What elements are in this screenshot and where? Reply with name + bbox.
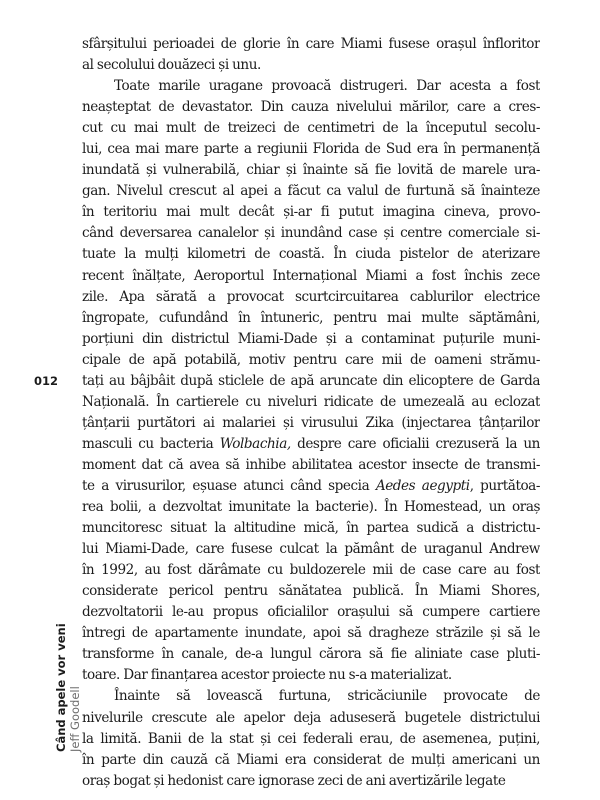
text-run: masculi cu bacteria (82, 435, 220, 452)
text-line (82, 160, 540, 181)
text-line (82, 729, 540, 750)
text-run: rea bolii, a dezvoltat imunitate la bacterie). În Homestead, un oraș (82, 499, 540, 516)
italic-term: Aedes aegypti (375, 477, 470, 494)
text-run: zile. Apa sărată a provocat scurtcircuitarea cablurilor electrice (82, 288, 540, 305)
text-line (82, 518, 540, 539)
text-run: cipale de apă potabilă, motiv pentru care mii de oameni strămu- (82, 351, 540, 368)
text-run: țânțarii purtători ai malariei și virusului Zika (injectarea țânțarilor (82, 414, 540, 431)
running-head (54, 623, 82, 752)
book-author: Jeff Goodell (68, 686, 82, 752)
text-line (82, 244, 540, 265)
text-run: neașteptat de devastator. Din cauza nivelului mărilor, care a cres- (82, 99, 540, 116)
text-run: muncitoresc situat la altitudine mică, în partea sudică a districtu- (82, 520, 540, 537)
text-run: nivelurile crescute ale apelor deja aduseseră bugetele districtului (82, 709, 540, 726)
text-run: considerate pericol pentru sănătatea publică. În Miami Shores, (82, 583, 540, 600)
text-line (82, 287, 540, 308)
text-line (82, 55, 540, 76)
text-run: recent înălțate, Aeroportul Internațional Miami a fost închis zece (82, 267, 540, 284)
text-run: lui, cea mai mare parte a regiunii Florida de Sud era în permanență (82, 141, 540, 158)
text-line (82, 34, 540, 55)
text-run: porțiuni din districtul Miami-Dade și a contaminat puțurile muni- (82, 330, 540, 347)
text-run: inundată și vulnerabilă, chiar și înainte să fie lovită de marele ura- (82, 162, 540, 179)
text-run: moment dat că avea să inhibe abilitatea acestor insecte de transmi- (82, 456, 540, 473)
text-line (82, 139, 540, 160)
text-run: cut cu mai mult de treizeci de centimetri de la începutul secolu- (82, 120, 540, 137)
text-line (82, 539, 540, 560)
text-line (82, 771, 540, 792)
text-run: , purtătoa- (469, 477, 540, 494)
text-line (82, 329, 540, 350)
text-run: transforme în canale, de-a lungul cărora să fie aliniate case pluti- (82, 646, 540, 663)
text-run: al secolului douăzeci și unu. (82, 57, 261, 74)
text-run: în teritoriu mai mult decât și-ar fi putut imagina cineva, provo- (82, 204, 540, 221)
text-run: la limită. Banii de la stat și cei federali erau, de asemenea, puțini, (82, 730, 540, 747)
text-line (82, 350, 540, 371)
body-text (82, 34, 540, 792)
text-line (82, 686, 540, 707)
text-line (82, 750, 540, 771)
text-run: în 1992, au fost dărâmate cu buldozerele mii de case care au fost (82, 562, 540, 579)
text-line (82, 623, 540, 644)
text-run: tuate la mulți kilometri de coastă. În ciuda pistelor de aterizare (82, 246, 540, 263)
text-line (82, 602, 540, 623)
book-title: Când apele vor veni (54, 623, 68, 752)
text-line (82, 371, 540, 392)
text-line (82, 455, 540, 476)
text-run: Națională. În cartierele cu niveluri ridicate de umezeală au eclozat (82, 393, 540, 410)
text-line (82, 665, 540, 686)
text-line (82, 560, 540, 581)
text-run: dezvoltatorii le-au propus oficialilor orașului să cumpere cartiere (82, 604, 540, 621)
text-run: întregi de apartamente inundate, apoi să dragheze străzile și să le (82, 625, 540, 642)
text-line (82, 434, 540, 455)
text-line (82, 76, 540, 97)
text-run: tați au bâjbâit după sticlele de apă aruncate din elicoptere de Garda (82, 372, 540, 389)
text-line (82, 266, 540, 287)
text-run: sfârșitului perioadei de glorie în care Miami fusese orașul înfloritor (82, 36, 540, 52)
text-line (82, 308, 540, 329)
text-line (82, 202, 540, 223)
text-run: îngropate, cufundând în întuneric, pentru mai multe săptămâni, (82, 309, 540, 326)
page-number: 012 (34, 374, 59, 388)
text-run: Toate marile uragane provoacă distrugeri. Dar acesta a fost (114, 78, 540, 95)
text-line (82, 581, 540, 602)
text-run: oraș bogat și hedonist care ignorase zeci de ani avertizările legate (82, 772, 506, 789)
text-line (82, 497, 540, 518)
text-line (82, 181, 540, 202)
text-line (82, 223, 540, 244)
text-line (82, 413, 540, 434)
text-run: despre care oficialii crezuseră la un (290, 435, 540, 452)
text-run: te a virusurilor, eșuase atunci când specia (82, 477, 376, 494)
text-run: în parte din cauză că Miami era considerat de mulți americani un (82, 751, 540, 768)
text-line (82, 118, 540, 139)
text-line (82, 644, 540, 665)
text-run: când deversarea canalelor și inundând case și centre comerciale si- (82, 225, 540, 242)
text-line (82, 708, 540, 729)
text-run: lui Miami-Dade, care fusese culcat la pământ de uraganul Andrew (82, 541, 540, 558)
text-run: gan. Nivelul crescut al apei a făcut ca valul de furtună să înainteze (82, 183, 540, 200)
text-run: toare. Dar finanțarea acestor proiecte nu s-a materializat. (82, 667, 452, 684)
text-line (82, 392, 540, 413)
italic-term: Wolbachia, (219, 435, 291, 452)
text-run: Înainte să lovească furtuna, stricăciunile provocate de (114, 688, 540, 705)
text-line (82, 476, 540, 497)
text-line (82, 97, 540, 118)
